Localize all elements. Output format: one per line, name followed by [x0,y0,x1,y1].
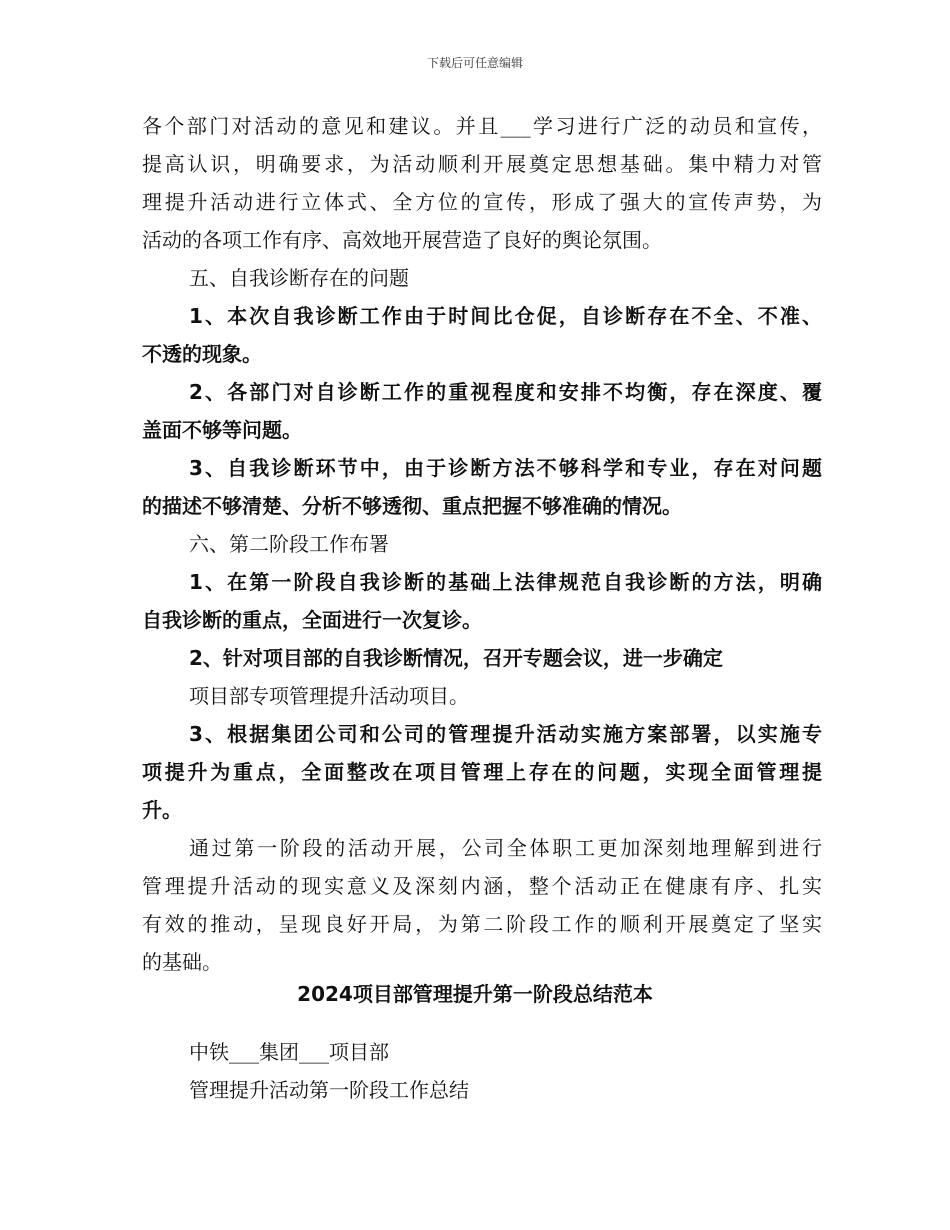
list-item: 升。 [142,798,182,822]
paragraph-line: 通过第一阶段的活动开展，公司全体职工更加深刻地理解到进行 [189,836,822,860]
list-item: 3、根据集团公司和公司的管理提升活动实施方案部署，以实施专 [189,722,822,746]
list-item: 项目部专项管理提升活动项目。 [189,684,469,708]
paragraph-line: 有效的推动，呈现良好开局，为第二阶段工作的顺利开展奠定了坚实 [142,912,822,936]
list-item: 盖面不够等问题。 [142,418,302,442]
paragraph-line: 的基础。 [142,950,222,974]
paragraph-line: 理提升活动进行立体式、全方位的宣传，形成了强大的宣传声势，为 [142,190,822,214]
list-item: 2、各部门对自诊断工作的重视程度和安排不均衡，存在深度、覆 [189,380,822,404]
paragraph-line: 各个部门对活动的意见和建议。并且___学习进行广泛的动员和宣传， [142,114,822,138]
page-header: 下载后可任意编辑 [426,56,523,70]
list-item: 的描述不够清楚、分析不够透彻、重点把握不够准确的情况。 [142,494,682,518]
list-item: 自我诊断的重点，全面进行一次复诊。 [142,608,482,632]
list-item: 1、本次自我诊断工作由于时间比仓促，自诊断存在不全、不准、 [189,304,822,328]
document-subtitle: 管理提升活动第一阶段工作总结 [189,1078,469,1102]
paragraph-line: 活动的各项工作有序、高效地开展营造了良好的舆论氛围。 [142,228,662,252]
list-item: 3、自我诊断环节中，由于诊断方法不够科学和专业，存在对问题 [189,456,822,480]
list-item: 1、在第一阶段自我诊断的基础上法律规范自我诊断的方法，明确 [189,570,822,594]
section-heading: 六、第二阶段工作布署 [189,532,389,556]
list-item: 2、针对项目部的自我诊断情况，召开专题会议，进一步确定 [189,646,723,670]
document-title: 2024项目部管理提升第一阶段总结范本 [297,982,653,1006]
list-item: 项提升为重点，全面整改在项目管理上存在的问题，实现全面管理提 [142,760,822,784]
paragraph-line: 提高认识，明确要求，为活动顺利开展奠定思想基础。集中精力对管 [142,152,822,176]
paragraph-line: 管理提升活动的现实意义及深刻内涵，整个活动正在健康有序、扎实 [142,874,822,898]
org-line: 中铁___集团___项目部 [189,1040,389,1064]
list-item: 不透的现象。 [142,342,262,366]
section-heading: 五、自我诊断存在的问题 [189,266,409,290]
